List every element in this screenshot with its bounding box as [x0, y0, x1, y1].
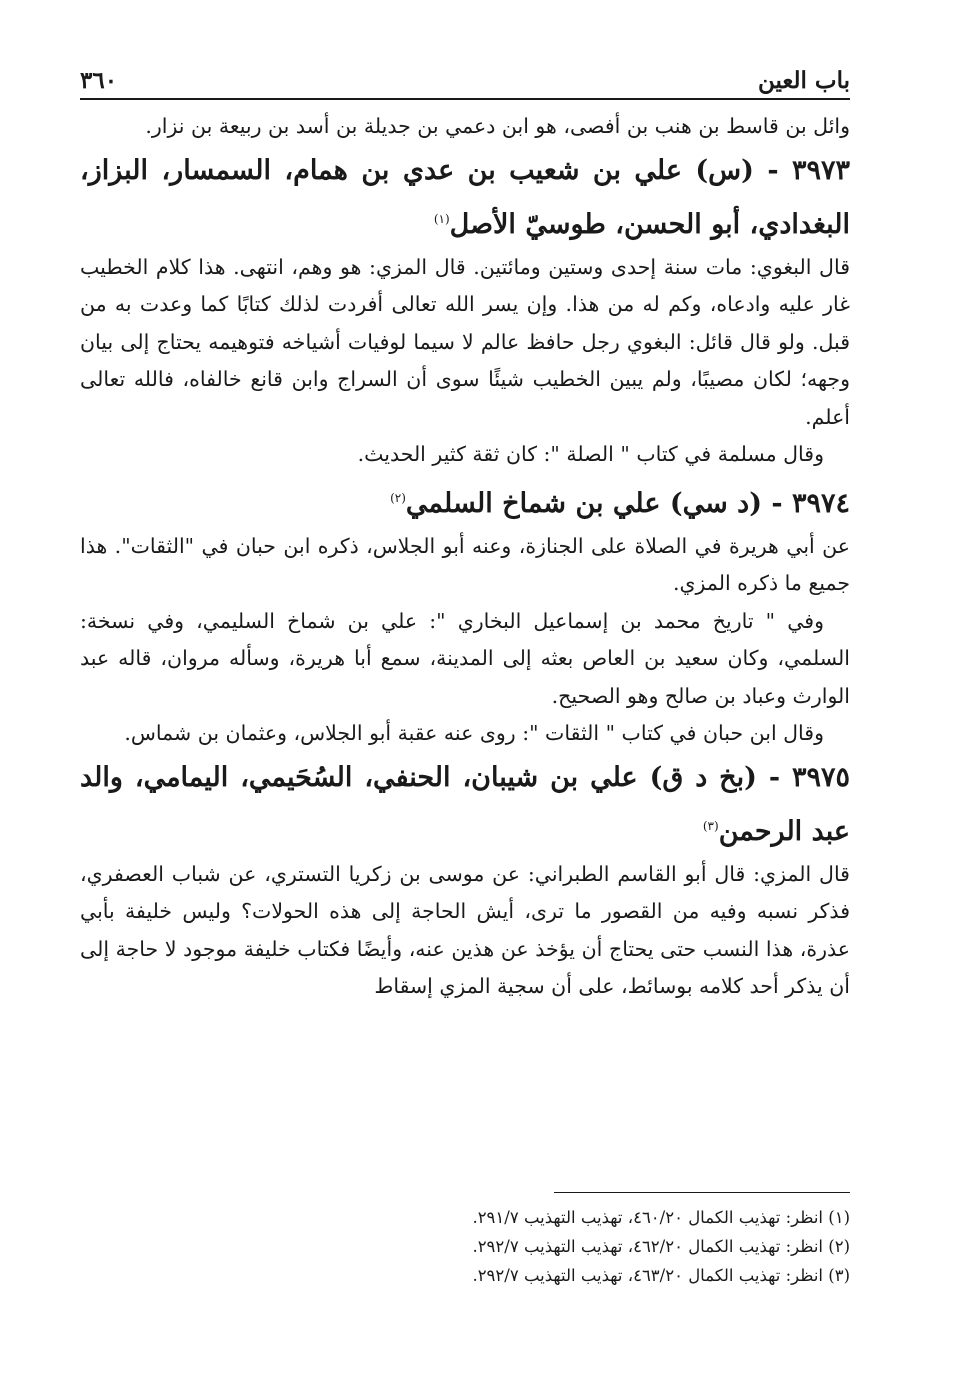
- entry-heading-3973: [80, 146, 850, 249]
- page-number: ٣٦٠: [80, 67, 118, 94]
- book-page: [80, 50, 850, 1340]
- running-header: [80, 50, 850, 94]
- footnote-ref[interactable]: (١): [433, 211, 450, 226]
- footnote: (٢) انظر: تهذيب الكمال ٤٦٢/٢٠، تهذيب التهذيب ٢٩٢/٧.: [472, 1237, 850, 1256]
- entry-title: ٣٩٧٤ - (د سي) علي بن شماخ السلمي: [405, 487, 850, 519]
- paragraph: وائل بن قاسط بن هنب بن أفصى، هو ابن دعمي بن جديلة بن أسد بن ربيعة بن نزار.: [145, 114, 850, 138]
- entry-heading-3974: [80, 474, 850, 528]
- footnote-divider: [554, 1192, 850, 1193]
- paragraph: قال المزي: قال أبو القاسم الطبراني: عن موسى بن زكريا التستري، عن شباب العصفري، فذكر نسبه وفيه من القصور ما ترى، أيش الحاجة إلى هذه الحولات؟ وليس خليفة بأبي عذرة، هذا النسب حتى يحتاج أن يؤخذ عن هذين عنه، وأيضًا فكتاب خليفة موجود لا حاجة إلى أن يذكر أحد كلامه بوسائط، على أن سجية المزي إسقاط: [80, 861, 850, 998]
- entry-title: ٣٩٧٥ - (بخ د ق) علي بن شيبان، الحنفي، السُحَيمي، اليمامي، والد عبد الرحمن: [80, 761, 850, 847]
- chapter-title: باب العين: [757, 67, 850, 94]
- paragraph: عن أبي هريرة في الصلاة على الجنازة، وعنه أبو الجلاس، ذكره ابن حبان في "الثقات". هذا جميع ما ذكره المزي.: [80, 533, 850, 595]
- footnotes: [80, 1192, 850, 1290]
- entry-heading-3975: [80, 753, 850, 856]
- footnote-ref[interactable]: (٢): [390, 490, 406, 505]
- paragraph: وقال ابن حبان في كتاب " الثقات ": روى عنه عقبة أبو الجلاس، وعثمان بن شماس.: [124, 721, 824, 745]
- paragraph: قال البغوي: مات سنة إحدى وستين ومائتين. قال المزي: هو وهم، انتهى. هذا كلام الخطيب غار عليه وادعاه، وكم له من هذا. وإن يسر الله تعالى أفردت لذلك كتابًا كما وعدت به من قبل. ولو قال قائل: البغوي رجل حافظ عالم لا سيما لوفيات أشياخه فتوهيمه يحتاج إلى بيان وجهه؛ لكان مصيبًا، ولم يبين الخطيب شيئًا سوى أن السراج وابن قانع خالفاه، فالله تعالى أعلم.: [80, 254, 850, 429]
- entry-title: ٣٩٧٣ - (س) علي بن شعيب بن عدي بن همام، السمسار، البزاز، البغدادي، أبو الحسن، طوسيّ الأصل: [80, 154, 850, 240]
- footnote: (٣) انظر: تهذيب الكمال ٤٦٣/٢٠، تهذيب التهذيب ٢٩٢/٧.: [472, 1266, 850, 1285]
- footnote: (١) انظر: تهذيب الكمال ٤٦٠/٢٠، تهذيب التهذيب ٢٩١/٧.: [472, 1208, 850, 1227]
- footnote-ref[interactable]: (٣): [702, 818, 719, 833]
- main-text: [80, 108, 850, 1006]
- header-divider: [80, 98, 850, 100]
- paragraph: وفي " تاريخ محمد بن إسماعيل البخاري ": علي بن شماخ السليمي، وفي نسخة: السلمي، وكان سعيد بن العاص بعثه إلى المدينة، سمع أبا هريرة، وسأله مروان، قاله عبد الوارث وعباد بن صالح وهو الصحيح.: [80, 608, 850, 708]
- paragraph: وقال مسلمة في كتاب " الصلة ": كان ثقة كثير الحديث.: [357, 442, 824, 466]
